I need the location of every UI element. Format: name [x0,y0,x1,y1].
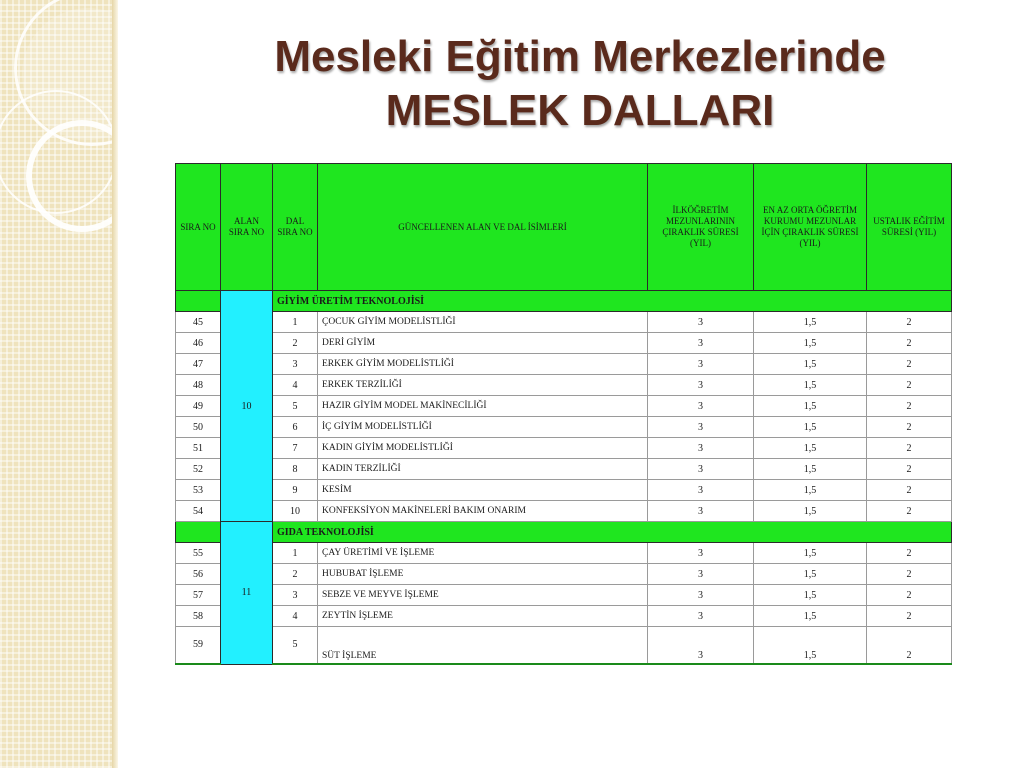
ortaogretim-cell: 1,5 [754,564,867,585]
alan-sira-no-cell: 10 [221,291,273,522]
sira-no-cell: 49 [176,396,221,417]
meslek-dallari-table [175,163,952,665]
ustalik-cell: 2 [867,438,952,459]
table-row [176,627,952,665]
ustalik-cell: 2 [867,543,952,564]
group-name: GIDA TEKNOLOJİSİ [273,522,952,543]
dal-name-cell: ERKEK GİYİM MODELİSTLİĞİ [318,354,648,375]
table-row [176,396,952,417]
ortaogretim-cell: 1,5 [754,333,867,354]
header-ortaogretim-suresi: EN AZ ORTA ÖĞRETİM KURUMU MEZUNLAR İÇİN ÇIRAKLIK SÜRESİ (YIL) [754,164,867,291]
sira-no-cell: 55 [176,543,221,564]
dal-name-cell: DERİ GİYİM [318,333,648,354]
dal-name-cell: ZEYTİN İŞLEME [318,606,648,627]
ilkogretim-cell: 3 [648,564,754,585]
sira-no-cell: 54 [176,501,221,522]
dal-name-cell: İÇ GİYİM MODELİSTLİĞİ [318,417,648,438]
ilkogretim-cell: 3 [648,354,754,375]
dal-name-cell: KADIN GİYİM MODELİSTLİĞİ [318,438,648,459]
ustalik-cell: 2 [867,333,952,354]
ilkogretim-cell: 3 [648,438,754,459]
ustalik-cell: 2 [867,312,952,333]
table-row [176,438,952,459]
ustalik-cell: 2 [867,585,952,606]
ilkogretim-cell: 3 [648,543,754,564]
ortaogretim-cell: 1,5 [754,480,867,501]
sira-no-cell: 50 [176,417,221,438]
ustalik-cell: 2 [867,627,952,665]
ortaogretim-cell: 1,5 [754,354,867,375]
table-row [176,606,952,627]
dal-sira-no-cell: 8 [273,459,318,480]
sira-no-cell: 59 [176,627,221,665]
dal-name-cell: SEBZE VE MEYVE İŞLEME [318,585,648,606]
ilkogretim-cell: 3 [648,333,754,354]
ortaogretim-cell: 1,5 [754,501,867,522]
group-name: GİYİM ÜRETİM TEKNOLOJİSİ [273,291,952,312]
ilkogretim-cell: 3 [648,480,754,501]
ilkogretim-cell: 3 [648,606,754,627]
ortaogretim-cell: 1,5 [754,606,867,627]
ortaogretim-cell: 1,5 [754,438,867,459]
alan-sira-no-cell: 11 [221,522,273,665]
slide-title-line2: MESLEK DALLARI [385,86,775,135]
ortaogretim-cell: 1,5 [754,396,867,417]
sira-no-cell: 57 [176,585,221,606]
ustalik-cell: 2 [867,501,952,522]
dal-name-cell: HUBUBAT İŞLEME [318,564,648,585]
ilkogretim-cell: 3 [648,585,754,606]
dal-sira-no-cell: 10 [273,501,318,522]
ortaogretim-cell: 1,5 [754,459,867,480]
dal-name-cell: SÜT İŞLEME [318,627,648,665]
sira-no-cell: 56 [176,564,221,585]
table-row [176,501,952,522]
dal-name-cell: ÇOCUK GİYİM MODELİSTLİĞİ [318,312,648,333]
ortaogretim-cell: 1,5 [754,627,867,665]
header-dal-sira-no: DAL SIRA NO [273,164,318,291]
ilkogretim-cell: 3 [648,375,754,396]
ustalik-cell: 2 [867,459,952,480]
group-header-row [176,291,952,312]
sira-no-cell: 52 [176,459,221,480]
ilkogretim-cell: 3 [648,417,754,438]
header-alan-sira-no: ALAN SIRA NO [221,164,273,291]
sira-no-cell: 45 [176,312,221,333]
dal-sira-no-cell: 1 [273,543,318,564]
table-row [176,354,952,375]
ilkogretim-cell: 3 [648,312,754,333]
header-ustalik-suresi: USTALIK EĞİTİM SÜRESİ (YIL) [867,164,952,291]
sira-no-cell: 53 [176,480,221,501]
ustalik-cell: 2 [867,354,952,375]
ortaogretim-cell: 1,5 [754,417,867,438]
table-row [176,480,952,501]
table-header-row [176,164,952,291]
dal-name-cell: KESİM [318,480,648,501]
ilkogretim-cell: 3 [648,501,754,522]
dal-sira-no-cell: 1 [273,312,318,333]
dal-sira-no-cell: 5 [273,627,318,665]
dal-sira-no-cell: 4 [273,606,318,627]
dal-sira-no-cell: 4 [273,375,318,396]
dal-sira-no-cell: 5 [273,396,318,417]
ilkogretim-cell: 3 [648,459,754,480]
table-body [176,291,952,665]
sira-no-cell: 46 [176,333,221,354]
decorative-sidebar [0,0,112,768]
dal-sira-no-cell: 3 [273,585,318,606]
sira-no-cell: 48 [176,375,221,396]
dal-sira-no-cell: 9 [273,480,318,501]
sira-no-cell: 58 [176,606,221,627]
table-row [176,585,952,606]
dal-sira-no-cell: 2 [273,564,318,585]
ustalik-cell: 2 [867,417,952,438]
dal-name-cell: KONFEKSİYON MAKİNELERİ BAKIM ONARIM [318,501,648,522]
ortaogretim-cell: 1,5 [754,585,867,606]
ustalik-cell: 2 [867,606,952,627]
dal-sira-no-cell: 3 [273,354,318,375]
ustalik-cell: 2 [867,564,952,585]
table-row [176,417,952,438]
dal-name-cell: ÇAY ÜRETİMİ VE İŞLEME [318,543,648,564]
slide-title [150,30,1010,138]
group-header-spacer [176,291,221,312]
sira-no-cell: 51 [176,438,221,459]
ustalik-cell: 2 [867,480,952,501]
ortaogretim-cell: 1,5 [754,312,867,333]
slide-title-line1: Mesleki Eğitim Merkezlerinde [274,32,886,81]
ortaogretim-cell: 1,5 [754,375,867,396]
ilkogretim-cell: 3 [648,627,754,665]
dal-sira-no-cell: 7 [273,438,318,459]
group-header-row [176,522,952,543]
table-row [176,333,952,354]
ilkogretim-cell: 3 [648,396,754,417]
dal-sira-no-cell: 2 [273,333,318,354]
table-row [176,459,952,480]
table-row [176,312,952,333]
header-alan-dal-isimleri: GÜNCELLENEN ALAN VE DAL İSİMLERİ [318,164,648,291]
ustalik-cell: 2 [867,396,952,417]
sira-no-cell: 47 [176,354,221,375]
dal-name-cell: HAZIR GİYİM MODEL MAKİNECİLİĞİ [318,396,648,417]
dal-sira-no-cell: 6 [273,417,318,438]
header-sira-no: SIRA NO [176,164,221,291]
meslek-dallari-table-wrapper [175,163,953,665]
ustalik-cell: 2 [867,375,952,396]
dal-name-cell: ERKEK TERZİLİĞİ [318,375,648,396]
table-row [176,564,952,585]
table-row [176,375,952,396]
header-ilkogretim-suresi: İLKÖĞRETİM MEZUNLARININ ÇIRAKLIK SÜRESİ (YIL) [648,164,754,291]
table-row [176,543,952,564]
group-header-spacer [176,522,221,543]
ortaogretim-cell: 1,5 [754,543,867,564]
dal-name-cell: KADIN TERZİLİĞİ [318,459,648,480]
sidebar-edge [112,0,118,768]
